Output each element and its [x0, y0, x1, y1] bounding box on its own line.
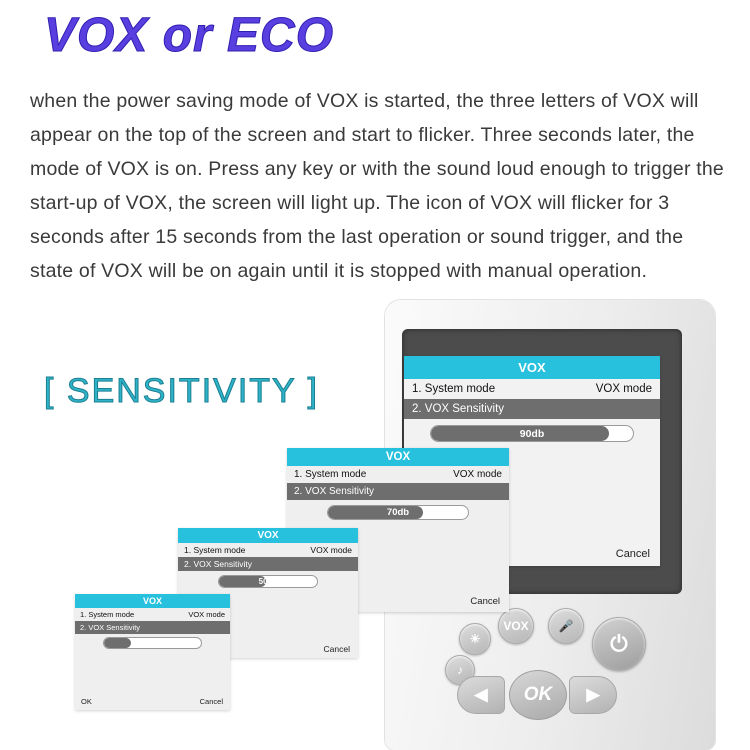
right-button[interactable] — [569, 676, 617, 714]
slider-value: 70db — [386, 507, 410, 518]
slider-value: 50db — [258, 577, 278, 586]
menu-row-system-mode[interactable] — [75, 608, 230, 621]
menu-title: VOX — [404, 356, 660, 379]
menu-row-system-mode[interactable] — [178, 543, 358, 557]
page-title: VOX or ECO — [44, 9, 335, 62]
ok-button[interactable] — [509, 670, 567, 720]
microphone-icon: 🎤 — [558, 619, 574, 633]
menu-row-label: 2. VOX Sensitivity — [184, 559, 253, 569]
footer-ok[interactable]: OK — [81, 697, 92, 706]
sensitivity-heading: [ SENSITIVITY ] — [44, 372, 319, 410]
music-note-icon: ♪ — [457, 663, 463, 677]
light-button[interactable] — [459, 623, 491, 655]
ok-label: OK — [523, 684, 553, 705]
menu-row-label: 2. VOX Sensitivity — [80, 623, 141, 632]
sensitivity-slider[interactable] — [218, 575, 318, 588]
menu-footer — [81, 697, 223, 706]
power-button[interactable] — [592, 617, 646, 671]
footer-cancel[interactable]: Cancel — [323, 644, 350, 654]
sensitivity-slider[interactable] — [103, 637, 202, 649]
footer-cancel[interactable]: Cancel — [615, 548, 650, 560]
vox-button[interactable] — [498, 608, 534, 644]
menu-row-vox-sensitivity[interactable] — [178, 557, 358, 571]
power-icon: ⏻ — [610, 631, 628, 656]
menu-row-vox-sensitivity[interactable] — [75, 621, 230, 634]
menu-row-label: 1. System mode — [412, 383, 496, 395]
menu-row-value: VOX mode — [310, 545, 352, 555]
menu-title: VOX — [75, 594, 230, 608]
menu-title: VOX — [287, 448, 509, 466]
menu-row-value: VOX mode — [453, 469, 502, 480]
footer-cancel[interactable]: Cancel — [470, 596, 500, 607]
sensitivity-slider[interactable] — [430, 425, 634, 442]
menu-row-label: 2. VOX Sensitivity — [294, 486, 375, 497]
menu-row-vox-sensitivity[interactable] — [404, 399, 660, 419]
body-paragraph: when the power saving mode of VOX is started, the three letters of VOX will appear on the top of the screen and start to flicker. Three seconds later, the mode of VOX is on. Press any key or with the sound loud enough to trigger the start-up of VOX, the screen will light up. The icon of VOX will flicker for 3 seconds after 15 seconds from the last operation or sound trigger, and the state of VOX will be on again until it is stopped with manual operation. — [30, 90, 724, 282]
menu-row-label: 1. System mode — [80, 610, 135, 619]
left-button[interactable] — [457, 676, 505, 714]
menu-title: VOX — [178, 528, 358, 543]
chevron-right-icon: ▶ — [586, 685, 600, 704]
menu-row-system-mode[interactable] — [287, 466, 509, 483]
menu-row-label: 2. VOX Sensitivity — [412, 403, 505, 415]
menu-row-label: 1. System mode — [294, 469, 367, 480]
footer-cancel[interactable]: Cancel — [199, 697, 223, 706]
slider-value: 30db — [144, 640, 161, 647]
chevron-left-icon: ◀ — [474, 685, 488, 704]
menu-row-label: 1. System mode — [184, 545, 246, 555]
menu-row-value: VOX mode — [595, 383, 652, 395]
menu-row-value: VOX mode — [188, 610, 225, 619]
bulb-icon: ☀ — [469, 632, 481, 646]
sensitivity-slider[interactable] — [327, 505, 469, 520]
talk-button[interactable] — [548, 608, 584, 644]
vox-label: VOX — [503, 619, 529, 633]
menu-row-system-mode[interactable] — [404, 379, 660, 399]
menu-row-vox-sensitivity[interactable] — [287, 483, 509, 500]
vox-menu-card — [75, 594, 230, 710]
dpad — [457, 670, 617, 718]
slider-value: 90db — [519, 428, 545, 440]
